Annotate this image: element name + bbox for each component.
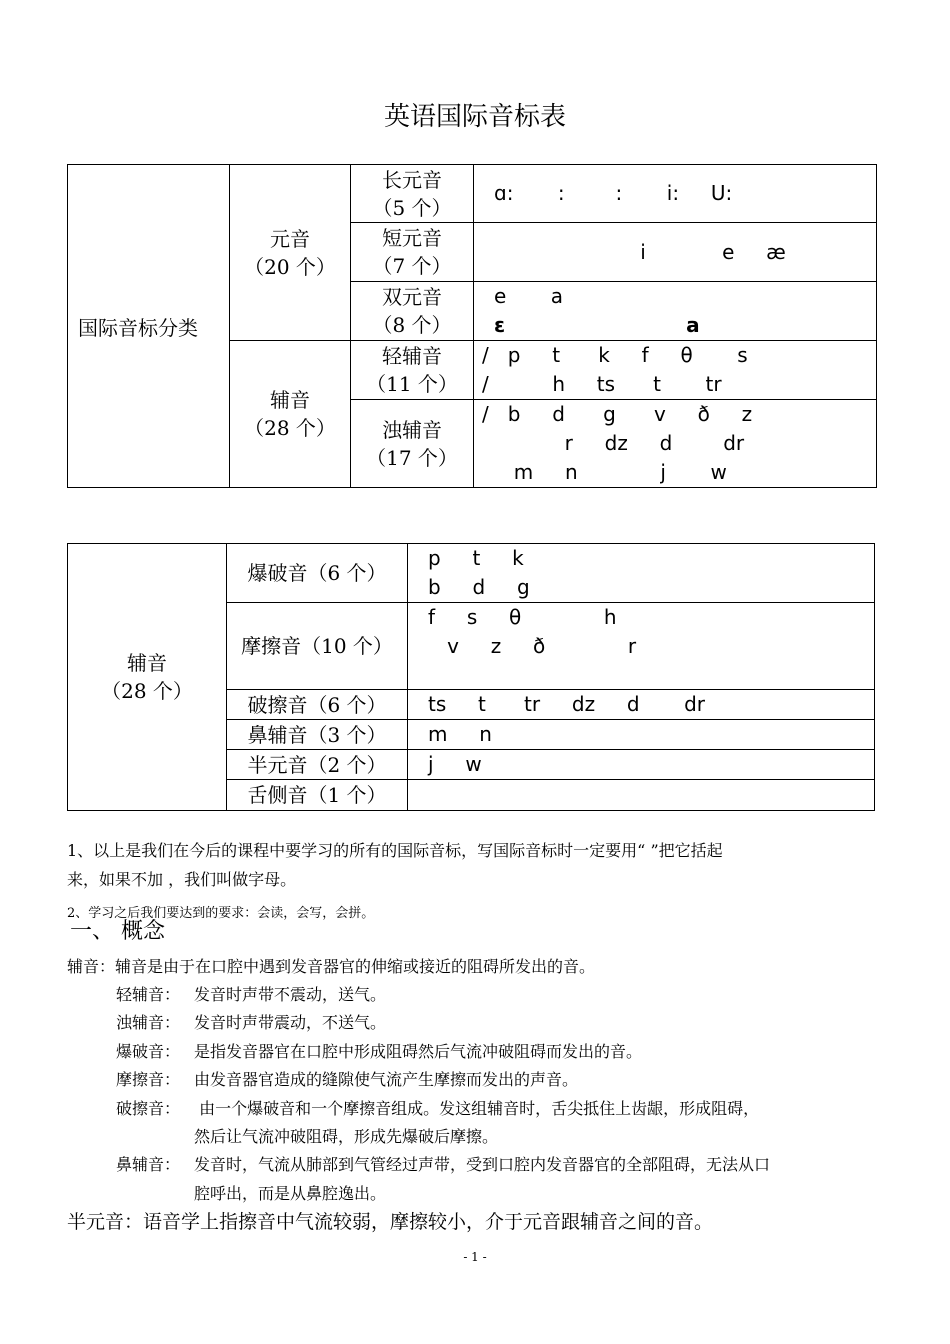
long-vowels-name-cell xyxy=(351,165,474,223)
row-name: 轻辅音 xyxy=(382,344,442,368)
affricate-term: 破擦音： xyxy=(116,1099,181,1118)
symbol-line: ɛ a xyxy=(494,313,700,337)
voiceless-symbols xyxy=(474,341,877,400)
row-name: 长元音 xyxy=(382,167,442,192)
voiced-text: 发音时声带震动，不送气。 xyxy=(194,1013,387,1032)
diphthongs-name-cell xyxy=(351,282,474,341)
symbol-line: j w xyxy=(428,752,482,776)
symbol-line: ts t tr dz d dr xyxy=(428,692,705,716)
fricative-term: 摩擦音： xyxy=(116,1070,181,1089)
symbol-line: f s θ h xyxy=(428,605,617,629)
nasals-symbols xyxy=(408,720,875,750)
section-heading: 一、 概念 xyxy=(70,919,165,944)
voiceless-text: 发音时声带不震动，送气。 xyxy=(194,985,387,1004)
page-title: 英语国际音标表 xyxy=(383,102,566,132)
symbol-line: e a xyxy=(494,284,564,308)
nasal-text-1: 发音时，气流从肺部到气管经过声带，受到口腔内发音器官的全部阻碍，无法从口 xyxy=(194,1155,771,1174)
affricate-text-2: 然后让气流冲破阻碍，形成先爆破后摩擦。 xyxy=(194,1127,499,1146)
consonants-category-label: 辅音 xyxy=(127,651,167,675)
fricative-text: 由发音器官造成的缝隙使气流产生摩擦而发出的声音。 xyxy=(194,1070,579,1089)
plosive-term: 爆破音： xyxy=(116,1042,181,1061)
row-count: （7 个） xyxy=(372,254,452,278)
laterals-symbols xyxy=(408,780,875,811)
vowels-group-cell xyxy=(230,165,351,341)
symbol-line: / h ts t tr xyxy=(482,372,722,396)
semivowels-symbols xyxy=(408,750,875,780)
voiceless-term: 轻辅音： xyxy=(116,985,181,1004)
affricates-symbols xyxy=(408,690,875,720)
symbol-line: m n xyxy=(428,722,492,746)
consonants-category-count: （28 个） xyxy=(101,679,193,703)
row-name: 双元音 xyxy=(382,285,442,309)
voiced-term: 浊辅音： xyxy=(116,1013,181,1032)
symbol-line: i e æ xyxy=(494,239,786,264)
category-label: 国际音标分类 xyxy=(78,315,198,340)
note-1-line-2: 来，如果不加 ，我们叫做字母。 xyxy=(67,870,297,889)
plosives-name: 爆破音（6 个） xyxy=(227,544,408,603)
laterals-name: 舌侧音（1 个） xyxy=(227,780,408,811)
note-1-line-1: 1、以上是我们在今后的课程中要学习的所有的国际音标，写国际音标时一定要用“ ”把它括起 xyxy=(67,841,723,860)
symbol-line: ɑ: : : i: U: xyxy=(494,181,733,205)
consonants-label: 辅音 xyxy=(270,388,310,412)
row-count: （8 个） xyxy=(372,313,452,337)
voiced-symbols xyxy=(474,400,877,488)
definitions-list xyxy=(116,981,886,1211)
symbol-line: / b d g v ð z xyxy=(482,402,753,426)
short-vowels-name-cell xyxy=(351,223,474,282)
consonants-category-cell xyxy=(68,544,227,811)
plosives-symbols xyxy=(408,544,875,603)
semivowel-definition: 半元音：语音学上指擦音中气流较弱，摩擦较小，介于元音跟辅音之间的音。 xyxy=(67,1211,714,1233)
row-name: 浊辅音 xyxy=(382,417,442,442)
row-count: （17 个） xyxy=(366,445,458,470)
nasal-term: 鼻辅音： xyxy=(116,1155,181,1174)
symbol-line: r dz d dr xyxy=(482,431,745,455)
symbol-line: / p t k f θ s xyxy=(482,343,748,367)
symbol-line: b d g xyxy=(428,575,530,599)
consonants-group-cell xyxy=(230,341,351,488)
nasal-text-2: 腔呼出，而是从鼻腔逸出。 xyxy=(194,1184,387,1203)
short-vowels-symbols xyxy=(474,223,877,282)
vowels-count: （20 个） xyxy=(244,254,336,279)
affricates-name: 破擦音（6 个） xyxy=(227,690,408,720)
row-name: 短元音 xyxy=(382,226,442,250)
vowels-label: 元音 xyxy=(270,226,310,251)
row-count: （5 个） xyxy=(372,195,452,220)
semivowels-name: 半元音（2 个） xyxy=(227,750,408,780)
affricate-text-1: 由一个爆破音和一个摩擦音组成。发这组辅音时，舌尖抵住上齿龈，形成阻碍， xyxy=(194,1099,760,1118)
voiceless-name-cell xyxy=(351,341,474,400)
note-2: 2、学习之后我们要达到的要求：会读，会写，会拼。 xyxy=(67,906,375,921)
consonant-types-table xyxy=(67,543,875,811)
long-vowels-symbols xyxy=(474,165,877,223)
page-number: - 1 - xyxy=(463,1250,487,1264)
consonant-definition: 辅音：辅音是由于在口腔中遇到发音器官的伸缩或接近的阻碍所发出的音。 xyxy=(67,957,596,976)
plosive-text: 是指发音器官在口腔中形成阻碍然后气流冲破阻碍而发出的音。 xyxy=(194,1042,643,1061)
diphthongs-symbols xyxy=(474,282,877,341)
row-count: （11 个） xyxy=(366,372,458,396)
voiced-name-cell xyxy=(351,400,474,488)
nasals-name: 鼻辅音（3 个） xyxy=(227,720,408,750)
category-cell xyxy=(68,165,230,488)
symbol-line: p t k xyxy=(428,546,524,570)
fricatives-name: 摩擦音（10 个） xyxy=(227,603,408,690)
symbol-line: m n j w xyxy=(482,460,727,484)
phonetic-classification-table xyxy=(67,164,877,488)
symbol-line: v z ð r xyxy=(428,634,637,658)
fricatives-symbols xyxy=(408,603,875,690)
consonants-count: （28 个） xyxy=(244,416,336,440)
